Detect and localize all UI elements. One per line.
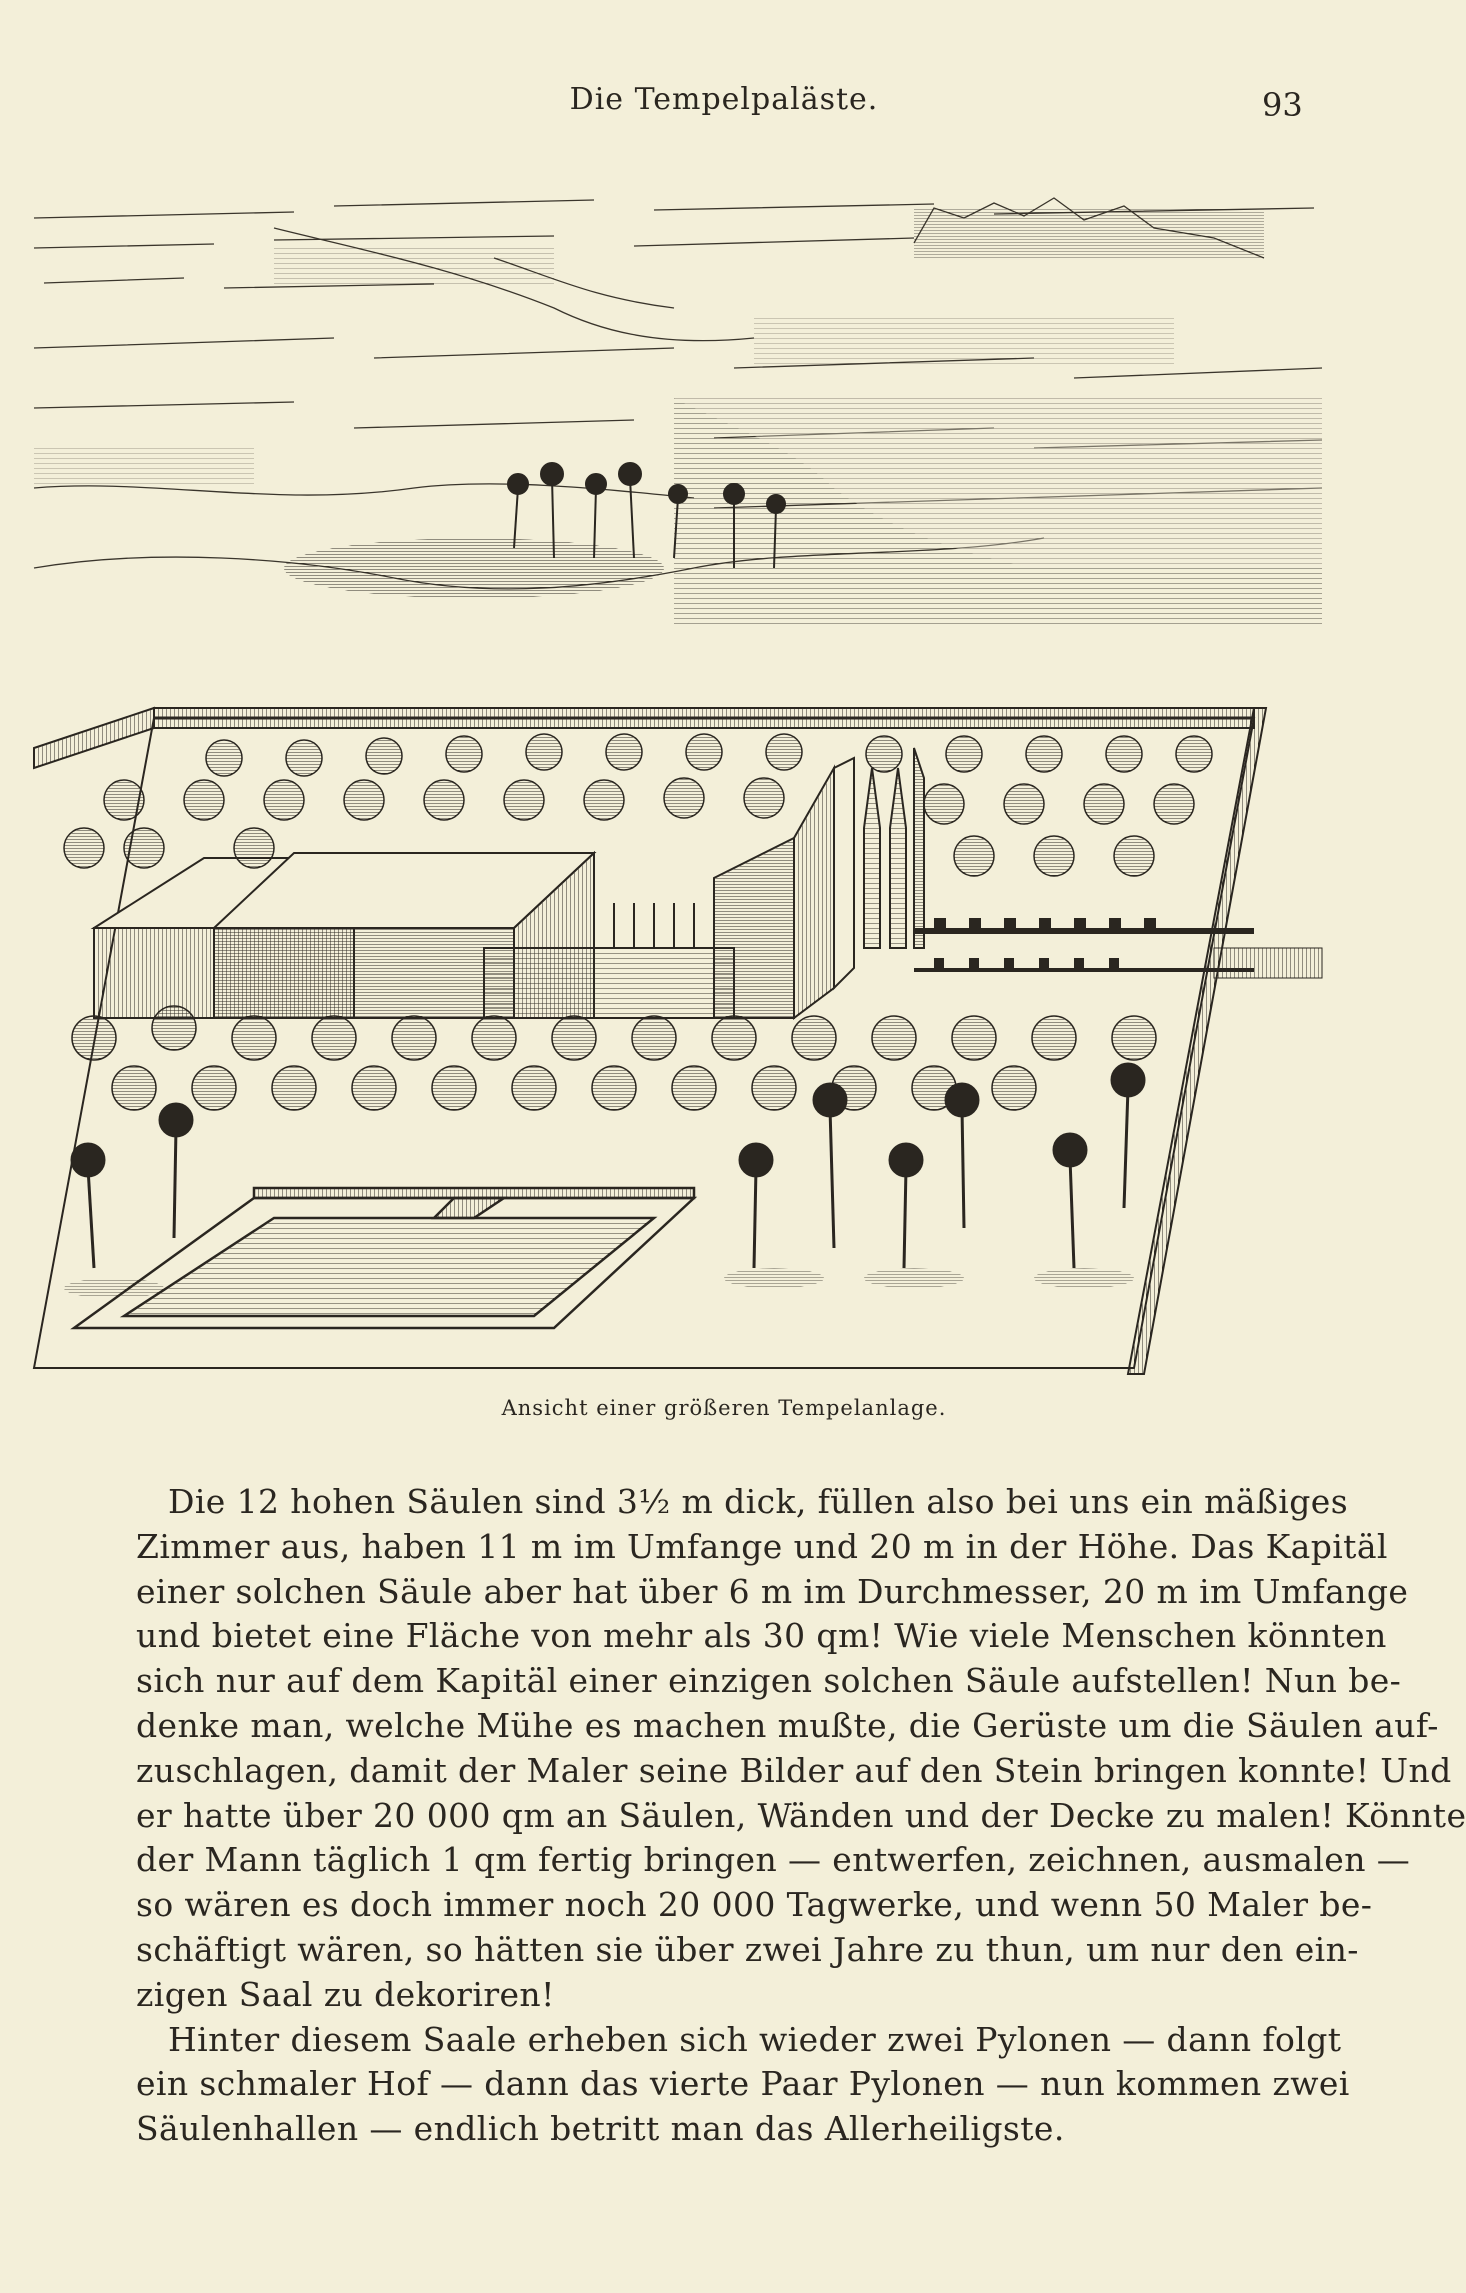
far-mountains: [914, 208, 1264, 258]
text-line: denke man, welche Mühe es machen mußte, die Gerüste um die Säulen auf-: [136, 1705, 1439, 1745]
page-number: 93: [1262, 86, 1303, 124]
text-line: Säulenhallen — endlich betritt man das Allerheiligste.: [136, 2109, 1065, 2149]
text-line: er hatte über 20 000 qm an Säulen, Wänden und der Decke zu malen! Könnte: [136, 1795, 1466, 1835]
text-line: Zimmer aus, haben 11 m im Umfange und 20 m in der Höhe. Das Kapitäl: [136, 1526, 1388, 1566]
figure-caption: Ansicht einer größeren Tempelanlage.: [501, 1396, 947, 1420]
text-line: der Mann täglich 1 qm fertig bringen — entwerfen, zeichnen, ausmalen —: [136, 1840, 1411, 1880]
text-line: zigen Saal zu dekoriren!: [136, 1974, 555, 2014]
shore-left: [34, 448, 254, 488]
text-line: sich nur auf dem Kapitäl einer einzigen solchen Säule aufstellen! Nun be-: [136, 1661, 1402, 1701]
text-line: einer solchen Säule aber hat über 6 m im Durchmesser, 20 m im Umfange: [136, 1571, 1409, 1611]
island-1: [274, 248, 554, 288]
text-line: ein schmaler Hof — dann das vierte Paar Pylonen — nun kommen zwei: [136, 2064, 1350, 2104]
text-line: zuschlagen, damit der Maler seine Bilder auf den Stein bringen konnte! Und: [136, 1750, 1452, 1790]
text-line: Die 12 hohen Säulen sind 3½ m dick, füllen also bei uns ein mäßiges: [168, 1482, 1349, 1521]
island-2: [754, 318, 1174, 368]
text-line: so wären es doch immer noch 20 000 Tagwerke, und wenn 50 Maler be-: [136, 1885, 1373, 1925]
text-line: Hinter diesem Saale erheben sich wieder zwei Pylonen — dann folgt: [168, 2019, 1342, 2059]
running-title: Die Tempelpaläste.: [569, 82, 879, 117]
temple-illustration: [34, 188, 1322, 1374]
body-text: [136, 1480, 1466, 2152]
text-line: und bietet eine Fläche von mehr als 30 qm! Wie viele Menschen könnten: [136, 1616, 1387, 1656]
text-line: schäftigt wären, so hätten sie über zwei Jahre zu thun, um nur den ein-: [136, 1929, 1359, 1969]
quay: [1214, 948, 1322, 978]
